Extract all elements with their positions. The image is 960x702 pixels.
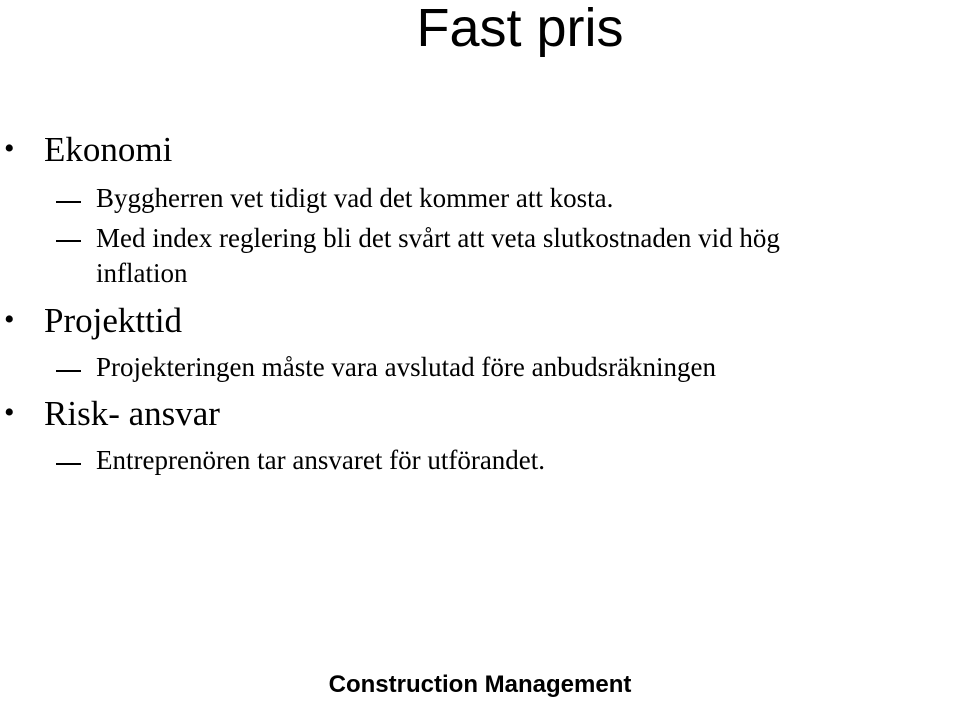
dash-marker xyxy=(56,240,81,242)
bullet-ekonomi: Ekonomi xyxy=(44,130,173,169)
dash-marker xyxy=(56,370,81,372)
bullet-marker: • xyxy=(4,303,15,336)
bullet-marker: • xyxy=(4,132,15,165)
bullet-marker: • xyxy=(4,396,15,429)
bullet-projekttid: Projekttid xyxy=(44,301,183,340)
subitem-design-finished: Projekteringen måste vara avslutad före anbudsräkningen xyxy=(96,352,717,382)
dash-marker xyxy=(56,201,81,203)
slide-footer xyxy=(0,670,960,700)
subitem-contractor-responsibility: Entreprenören tar ansvaret för utförandet. xyxy=(96,445,546,475)
subitem-index-regulation: Med index reglering bli det svårt att veta slutkostnaden vid hög xyxy=(96,223,780,253)
footer-text: Construction Management xyxy=(328,671,632,698)
dash-marker xyxy=(56,463,81,465)
bullet-risk-ansvar: Risk- ansvar xyxy=(44,394,220,433)
subitem-index-regulation-cont: inflation xyxy=(96,258,188,288)
subitem-budget-known: Byggherren vet tidigt vad det kommer att kosta. xyxy=(96,183,614,213)
slide-title: Fast pris xyxy=(416,0,624,58)
